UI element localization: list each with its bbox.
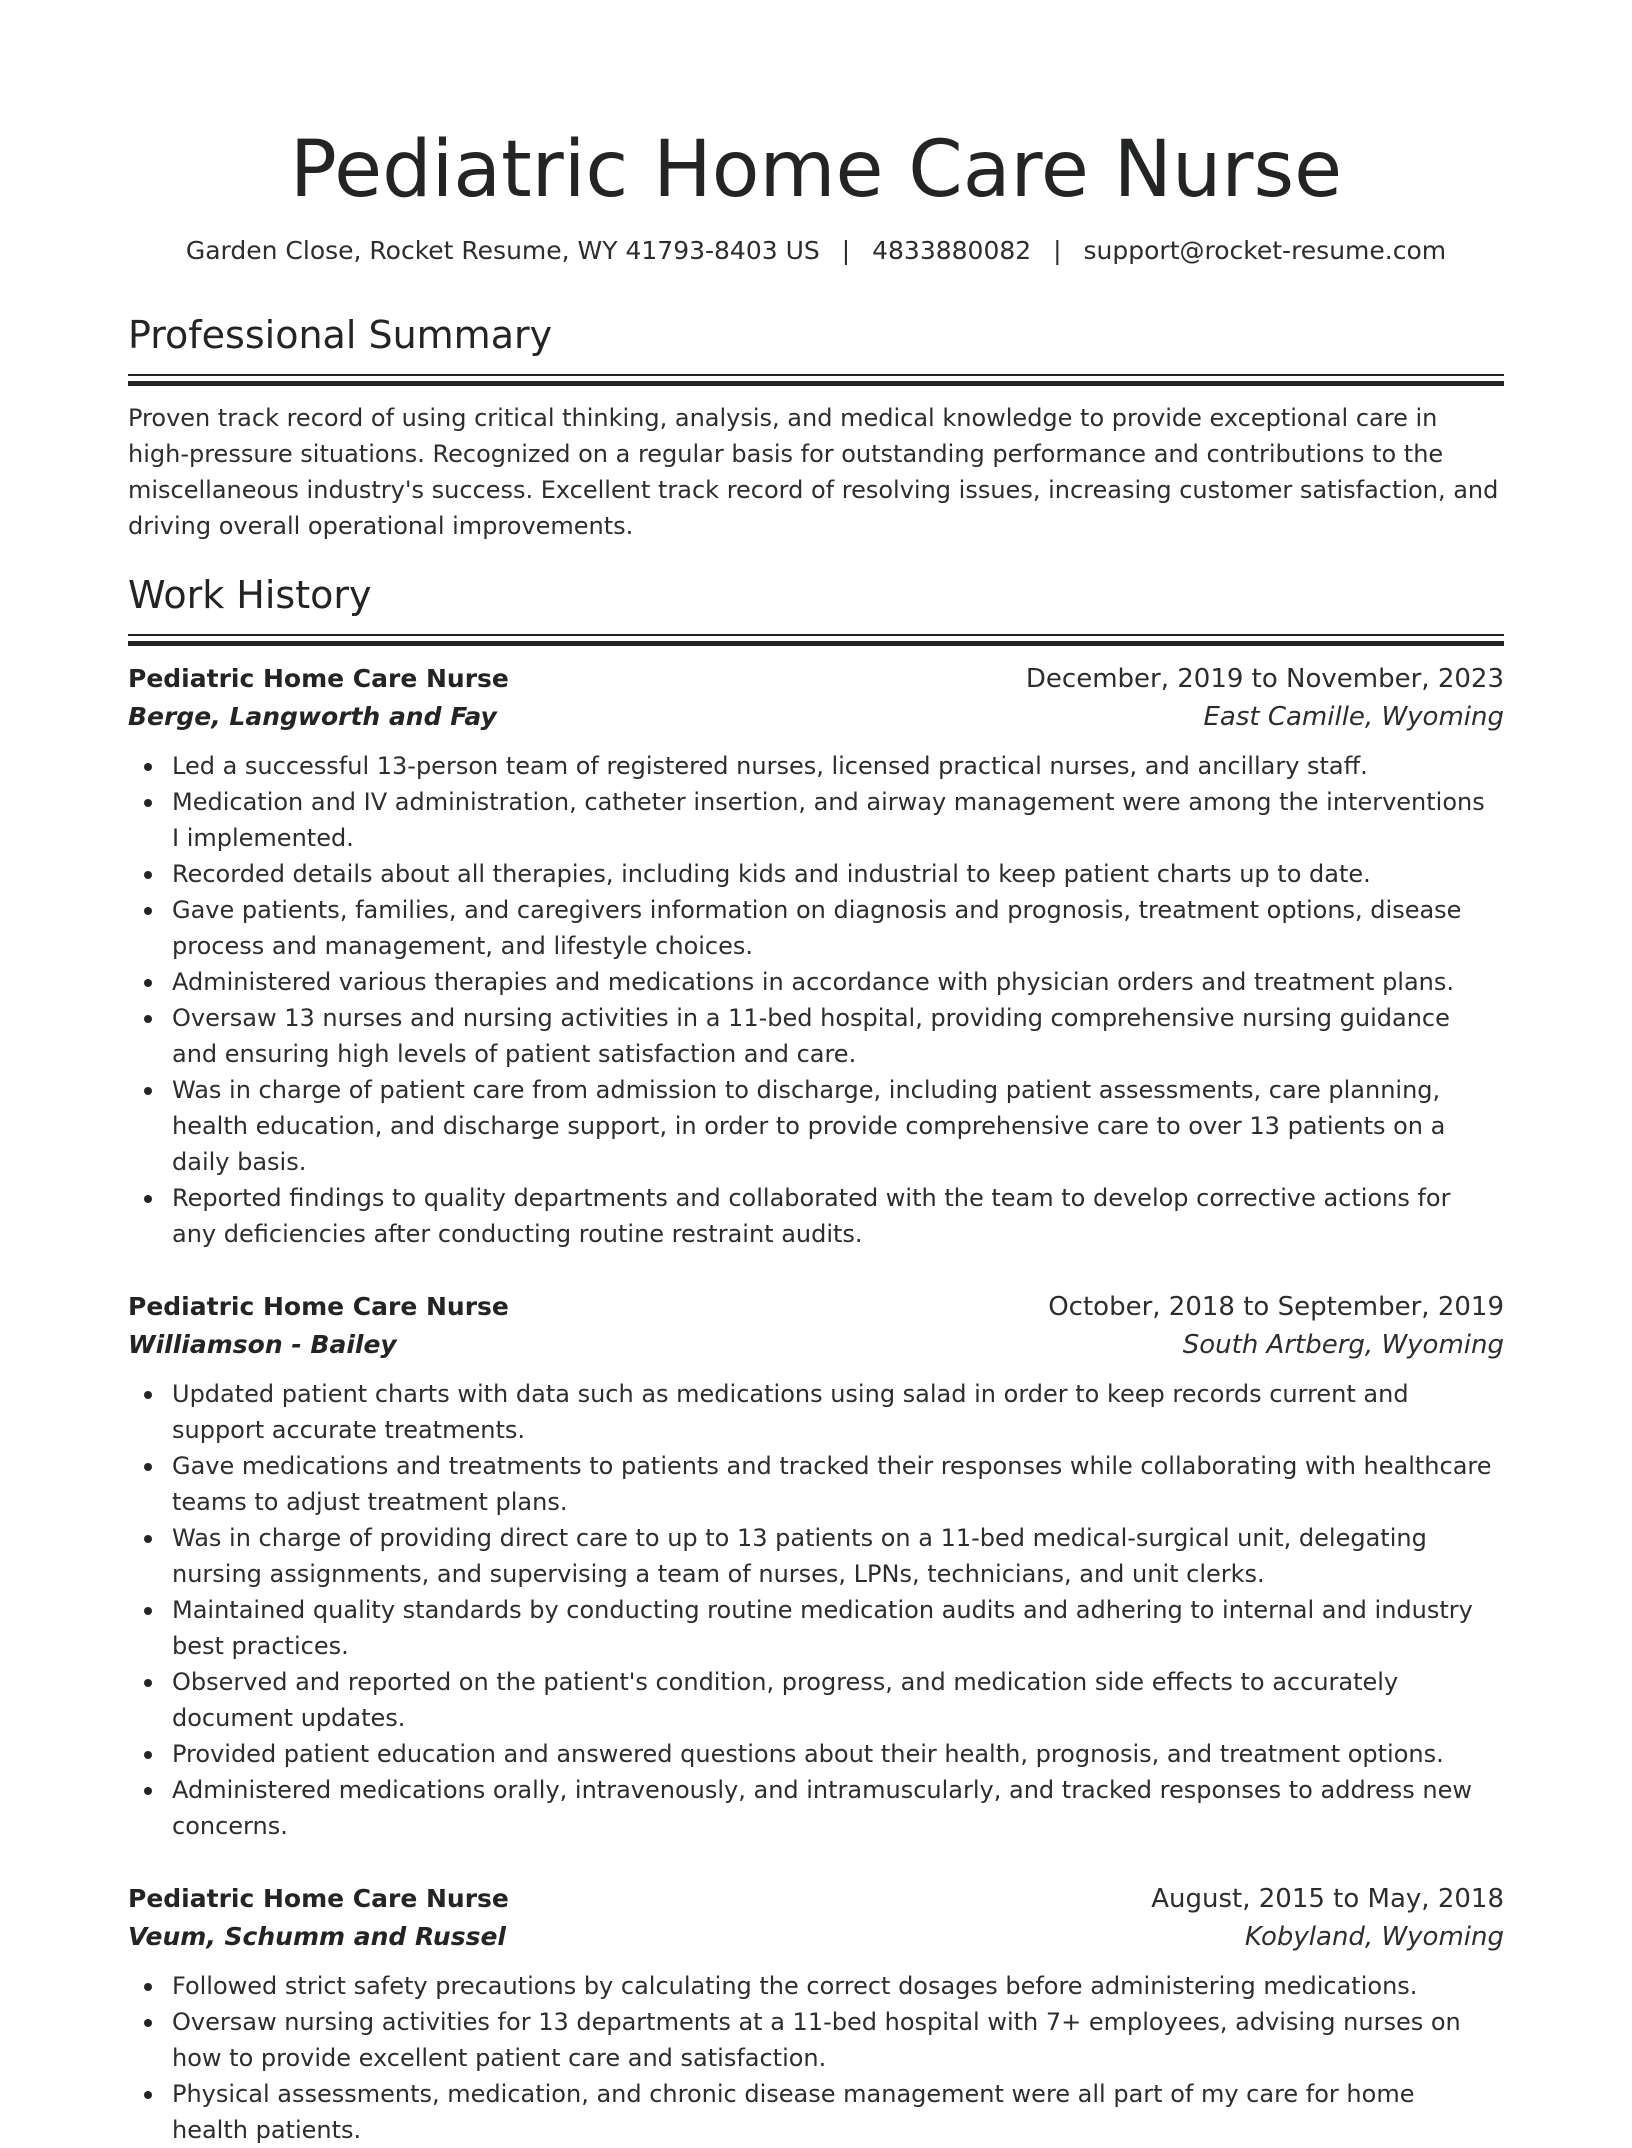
section-title-work-history: Work History: [128, 573, 372, 617]
job-bullet: Provided patient education and answered questions about their health, prognosis, and treatment options.: [172, 1736, 1504, 1772]
professional-summary-section: [128, 310, 1504, 544]
work-history-section: [128, 570, 1504, 2148]
job-bullet: Gave medications and treatments to patients and tracked their responses while collaborating with healthcare teams to adjust treatment plans.: [172, 1448, 1504, 1520]
contact-address: Garden Close, Rocket Resume, WY 41793-8403 US: [185, 236, 820, 265]
job-company: Berge, Langworth and Fay: [128, 702, 497, 731]
job-entry: [128, 660, 1504, 1252]
job-bullet: Administered medications orally, intravenously, and intramuscularly, and tracked responses to address new concerns.: [172, 1772, 1504, 1844]
job-dates: December, 2019 to November, 2023: [1025, 664, 1504, 694]
job-company-row: [128, 1326, 1504, 1364]
job-bullet: Maintained quality standards by conducting routine medication audits and adhering to internal and industry best practices.: [172, 1592, 1504, 1664]
job-bullet: Oversaw nursing activities for 13 departments at a 11-bed hospital with 7+ employees, advising nurses on how to provide excellent patient care and satisfaction.: [172, 2004, 1504, 2076]
job-company: Veum, Schumm and Russel: [128, 1922, 506, 1951]
job-bullets: [128, 1968, 1504, 2148]
summary-text: Proven track record of using critical thinking, analysis, and medical knowledge to provide exceptional care in high-pressure situations. Recognized on a regular basis for outstanding performance and contributions to the miscellaneous industry's success. Excellent track record of resolving issues, increasing customer satisfaction, and driving overall operational improvements.: [128, 404, 1499, 540]
job-title: Pediatric Home Care Nurse: [128, 664, 509, 693]
job-bullet: Was in charge of providing direct care to up to 13 patients on a 11-bed medical-surgical unit, delegating nursing assignments, and supervising a team of nurses, LPNs, technicians, and unit clerks.: [172, 1520, 1504, 1592]
job-header-row: [128, 1880, 1504, 1918]
job-location: South Artberg, Wyoming: [1182, 1330, 1504, 1360]
job-bullet: Reported findings to quality departments and collaborated with the team to develop corrective actions for any deficiencies after conducting routine restraint audits.: [172, 1180, 1504, 1252]
job-header-row: [128, 660, 1504, 698]
job-dates: October, 2018 to September, 2019: [1048, 1292, 1504, 1322]
job-bullet: Followed strict safety precautions by calculating the correct dosages before administering medications.: [172, 1968, 1504, 2004]
job-title: Pediatric Home Care Nurse: [128, 1884, 509, 1913]
job-bullet: Led a successful 13-person team of registered nurses, licensed practical nurses, and ancillary staff.: [172, 748, 1504, 784]
job-bullet: Oversaw 13 nurses and nursing activities in a 11-bed hospital, providing comprehensive nursing guidance and ensuring high levels of patient satisfaction and care.: [172, 1000, 1504, 1072]
job-company-row: [128, 1918, 1504, 1956]
job-dates: August, 2015 to May, 2018: [1151, 1884, 1504, 1914]
contact-line: [128, 232, 1504, 270]
contact-separator: |: [841, 236, 851, 265]
resume-page: [128, 0, 1504, 2148]
section-title-summary: Professional Summary: [128, 313, 553, 357]
job-bullet: Was in charge of patient care from admission to discharge, including patient assessments, care planning, health education, and discharge support, in order to provide comprehensive care to over 13 patients on a daily basis.: [172, 1072, 1504, 1180]
contact-email: support@rocket-resume.com: [1083, 236, 1447, 265]
job-bullet: Gave patients, families, and caregivers information on diagnosis and prognosis, treatment options, disease process and management, and lifestyle choices.: [172, 892, 1504, 964]
job-entry: [128, 1288, 1504, 1844]
candidate-name: Pediatric Home Care Nurse: [289, 125, 1343, 215]
job-bullet: Administered various therapies and medications in accordance with physician orders and treatment plans.: [172, 964, 1504, 1000]
job-company-row: [128, 698, 1504, 736]
job-bullet: Updated patient charts with data such as medications using salad in order to keep records current and support accurate treatments.: [172, 1376, 1504, 1448]
section-divider: [128, 634, 1504, 646]
job-bullet: Recorded details about all therapies, including kids and industrial to keep patient charts up to date.: [172, 856, 1504, 892]
job-entry: [128, 1880, 1504, 2148]
job-bullets: [128, 748, 1504, 1252]
job-company: Williamson - Bailey: [128, 1330, 397, 1359]
job-bullet: Observed and reported on the patient's condition, progress, and medication side effects to accurately document updates.: [172, 1664, 1504, 1736]
job-bullet: Medication and IV administration, catheter insertion, and airway management were among the interventions I implemented.: [172, 784, 1504, 856]
job-location: Kobyland, Wyoming: [1244, 1922, 1504, 1952]
job-location: East Camille, Wyoming: [1203, 702, 1504, 732]
job-header-row: [128, 1288, 1504, 1326]
contact-separator: |: [1053, 236, 1062, 265]
job-title: Pediatric Home Care Nurse: [128, 1292, 509, 1321]
contact-phone: 4833880082: [872, 236, 1032, 265]
job-bullets: [128, 1376, 1504, 1844]
job-bullet: Physical assessments, medication, and chronic disease management were all part of my care for home health patients.: [172, 2076, 1504, 2148]
section-divider: [128, 374, 1504, 386]
